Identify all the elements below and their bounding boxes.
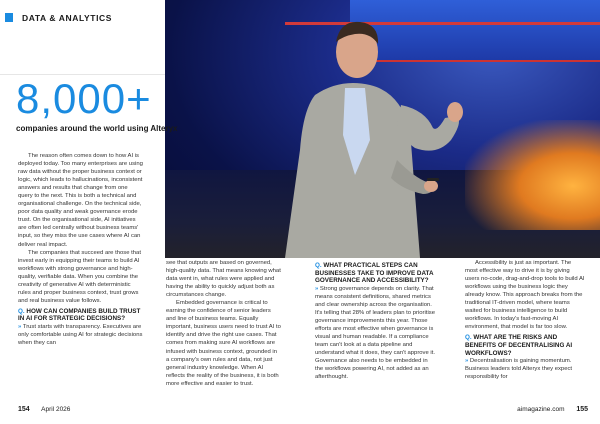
speaker-figure (165, 0, 600, 258)
page-number-right: 155 (576, 406, 588, 413)
paragraph: Embedded governance is critical to earning the confidence of senior leaders and line of business teams. Equally important, business users need to trust AI to identify and drive the right use cases. That comes from making sure AI workflows are infused with business context, grounded in a company's own rules and data, not just general industry knowledge. When AI reflects the reality of the business, it is both more effective and easier to trust. (166, 300, 281, 387)
stat-number: 8,000+ (16, 75, 152, 122)
question-heading (315, 262, 435, 285)
answer-text: Decentralisation is gaining momentum. Business leaders told Alteryx they expect responsibility for (465, 358, 573, 381)
footer-left (18, 406, 70, 413)
answer-arrow-icon: » (465, 358, 469, 365)
answer-paragraph (465, 357, 585, 381)
question-text: WHAT PRACTICAL STEPS CAN BUSINESSES TAKE TO IMPROVE DATA GOVERNANCE AND ACCESSIBILITY? (315, 262, 434, 285)
question-mark: Q. (18, 307, 25, 315)
answer-paragraph (18, 323, 143, 347)
section-color-tag (5, 13, 13, 22)
question-heading (18, 308, 143, 323)
question-text: WHAT ARE THE RISKS AND BENEFITS OF DECENTRALISING AI WORKFLOWS? (465, 334, 573, 357)
question-mark: Q. (465, 334, 472, 342)
paragraph: see that outputs are based on governed, high-quality data. That means knowing what data went in, what rules were applied and having the ability to quickly adjust both as circumstances change. (166, 260, 281, 299)
article-column-3 (315, 259, 435, 381)
footer-right (517, 406, 588, 413)
article-column-4 (465, 259, 585, 381)
answer-arrow-icon: » (18, 324, 22, 331)
answer-paragraph (315, 285, 435, 382)
answer-arrow-icon: » (315, 285, 319, 292)
answer-text: Strong governance depends on clarity. That means consistent definitions, shared metrics and clear ownership across the organisation. It's telling that 28% of leaders plan to prioritise governance improvements this year. Those efforts are most effective when governance is visual and human readable. If a compliance team can't look at a data pipeline and understand what it does, they can't approve it. Governance also needs to be embedded in the workflows powering AI, not added as an afterthought. (315, 285, 435, 381)
answer-text: Trust starts with transparency. Executives are only comfortable using AI for strategic decisions when they can (18, 324, 143, 347)
question-text: HOW CAN COMPANIES BUILD TRUST IN AI FOR STRATEGIC DECISIONS? (18, 307, 141, 323)
question-heading (465, 334, 585, 357)
article-column-2 (166, 259, 281, 388)
section-label: DATA & ANALYTICS (22, 13, 113, 23)
paragraph: The reason often comes down to how AI is deployed today. Too many enterprises are using raw data without the proper business context or logic, which leads to hallucinations, inconsistent answers and results that change from one query to the next. This is both a technical and organisational challenge. On the technical side, poor data quality and weak governance erode trust. On the organisational side, AI initiatives are often led centrally without business teams' input, so they miss the use cases where AI can deliver real impact. (18, 153, 143, 248)
issue-date: April 2026 (41, 406, 71, 413)
site-url[interactable]: aimagazine.com (517, 406, 565, 413)
paragraph: Accessibility is just as important. The most effective way to drive it is by giving users no-code, drag-and-drop tools to build AI workflows using the business logic they already know. This approach breaks from the traditional IT-driven model, where teams waited for business intelligence to build workflows. In today's fast-moving AI environment, that model is far too slow. (465, 260, 585, 331)
article-column-1 (18, 152, 143, 347)
question-mark: Q. (315, 262, 322, 269)
page-number-left: 154 (18, 406, 30, 413)
paragraph: The companies that succeed are those that invest early in equipping their teams to build AI workflows with strong governance and high-quality, verifiable data. When you combine the creativity of generative AI with deterministic rules and proper business context, trust grows and real business value follows. (18, 249, 141, 304)
stat-caption: companies around the world using Alteryx (16, 124, 178, 133)
